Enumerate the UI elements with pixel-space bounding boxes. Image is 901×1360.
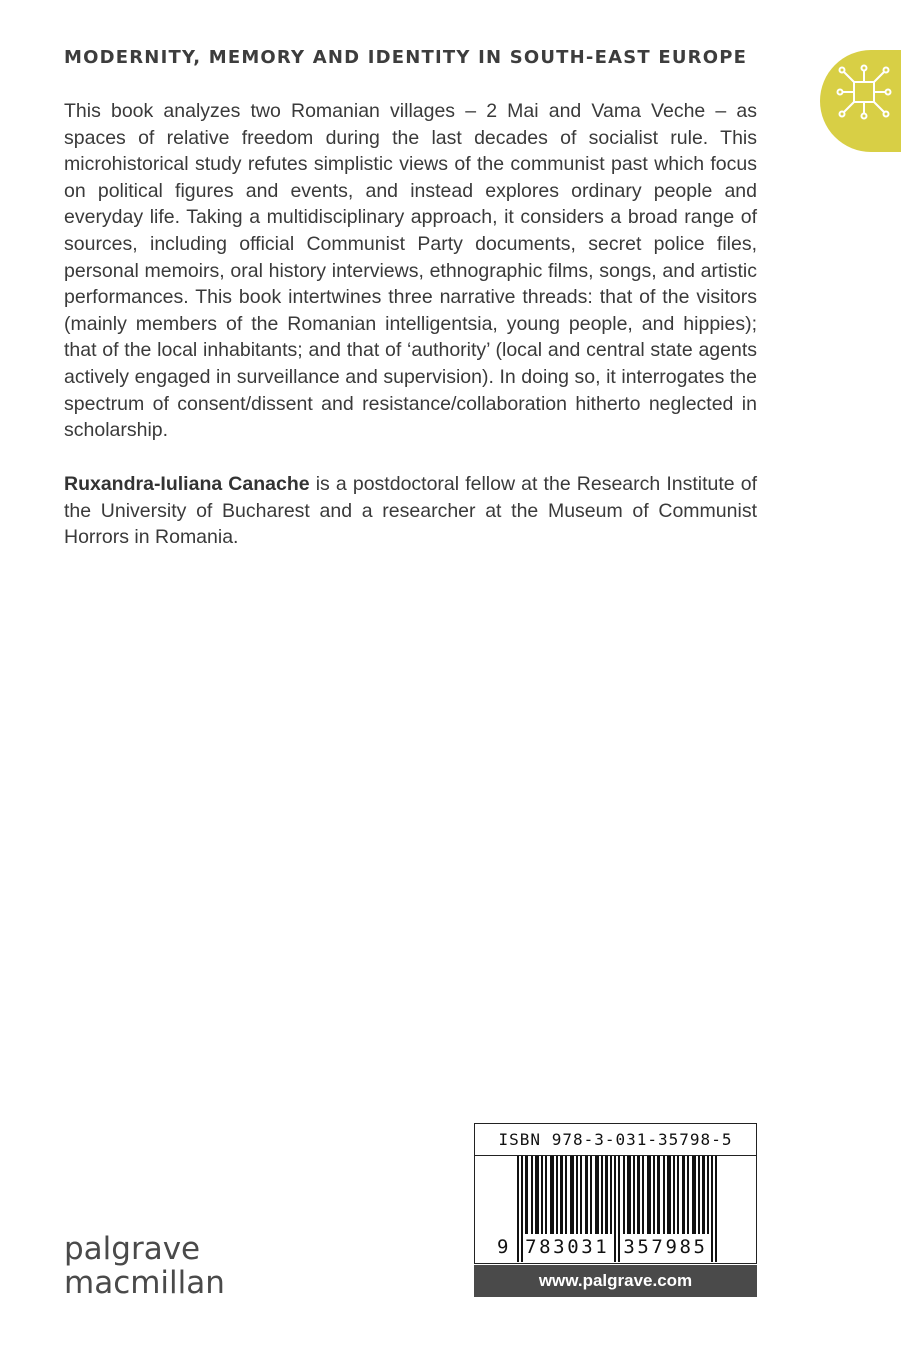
barcode-digits: 9 783031 357985 bbox=[497, 1236, 708, 1258]
circuit-node-icon bbox=[834, 62, 894, 122]
book-blurb: This book analyzes two Romanian villages – 2 Mai and Vama Veche – as spaces of relative freedom during the last decades of socialist rule. This microhistorical study refutes simplistic views of the communist past which focus on political figures and events, and instead explores ordinary people and everyday life. Taking a multidisciplinary approach, it considers a broad range of sources, including official Communist Party documents, secret police files, personal memoirs, oral history interviews, ethnographic films, songs, and artistic performances. This book intertwines three narrative threads: that of the visitors (mainly members of the Romanian intelligentsia, young people, and hippies); that of the local inhabitants; and that of ‘authority’ (local and central state agents actively engaged in surveillance and supervision). In doing so, it interrogates the spectrum of consent/dissent and resistance/collaboration hitherto neglected in scholarship. bbox=[64, 100, 757, 442]
isbn-label: ISBN 978-3-031-35798-5 bbox=[475, 1124, 756, 1156]
publisher-logo bbox=[64, 1232, 225, 1300]
author-bio bbox=[64, 471, 757, 551]
author-name: Ruxandra-Iuliana Canache bbox=[64, 473, 310, 495]
publisher-logo-line1: palgrave bbox=[64, 1231, 201, 1267]
author-bio-text: is a postdoctoral fellow at the Research Institute of the University of Bucharest and a researcher at the Museum of Communist Horrors in Romania. bbox=[64, 473, 758, 549]
publisher-logo-line2: macmillan bbox=[64, 1265, 225, 1301]
isbn-barcode bbox=[474, 1123, 757, 1264]
publisher-website: www.palgrave.com bbox=[474, 1265, 757, 1297]
series-title: MODERNITY, MEMORY AND IDENTITY IN SOUTH-EAST EUROPE bbox=[64, 47, 748, 68]
series-emblem bbox=[820, 50, 901, 152]
